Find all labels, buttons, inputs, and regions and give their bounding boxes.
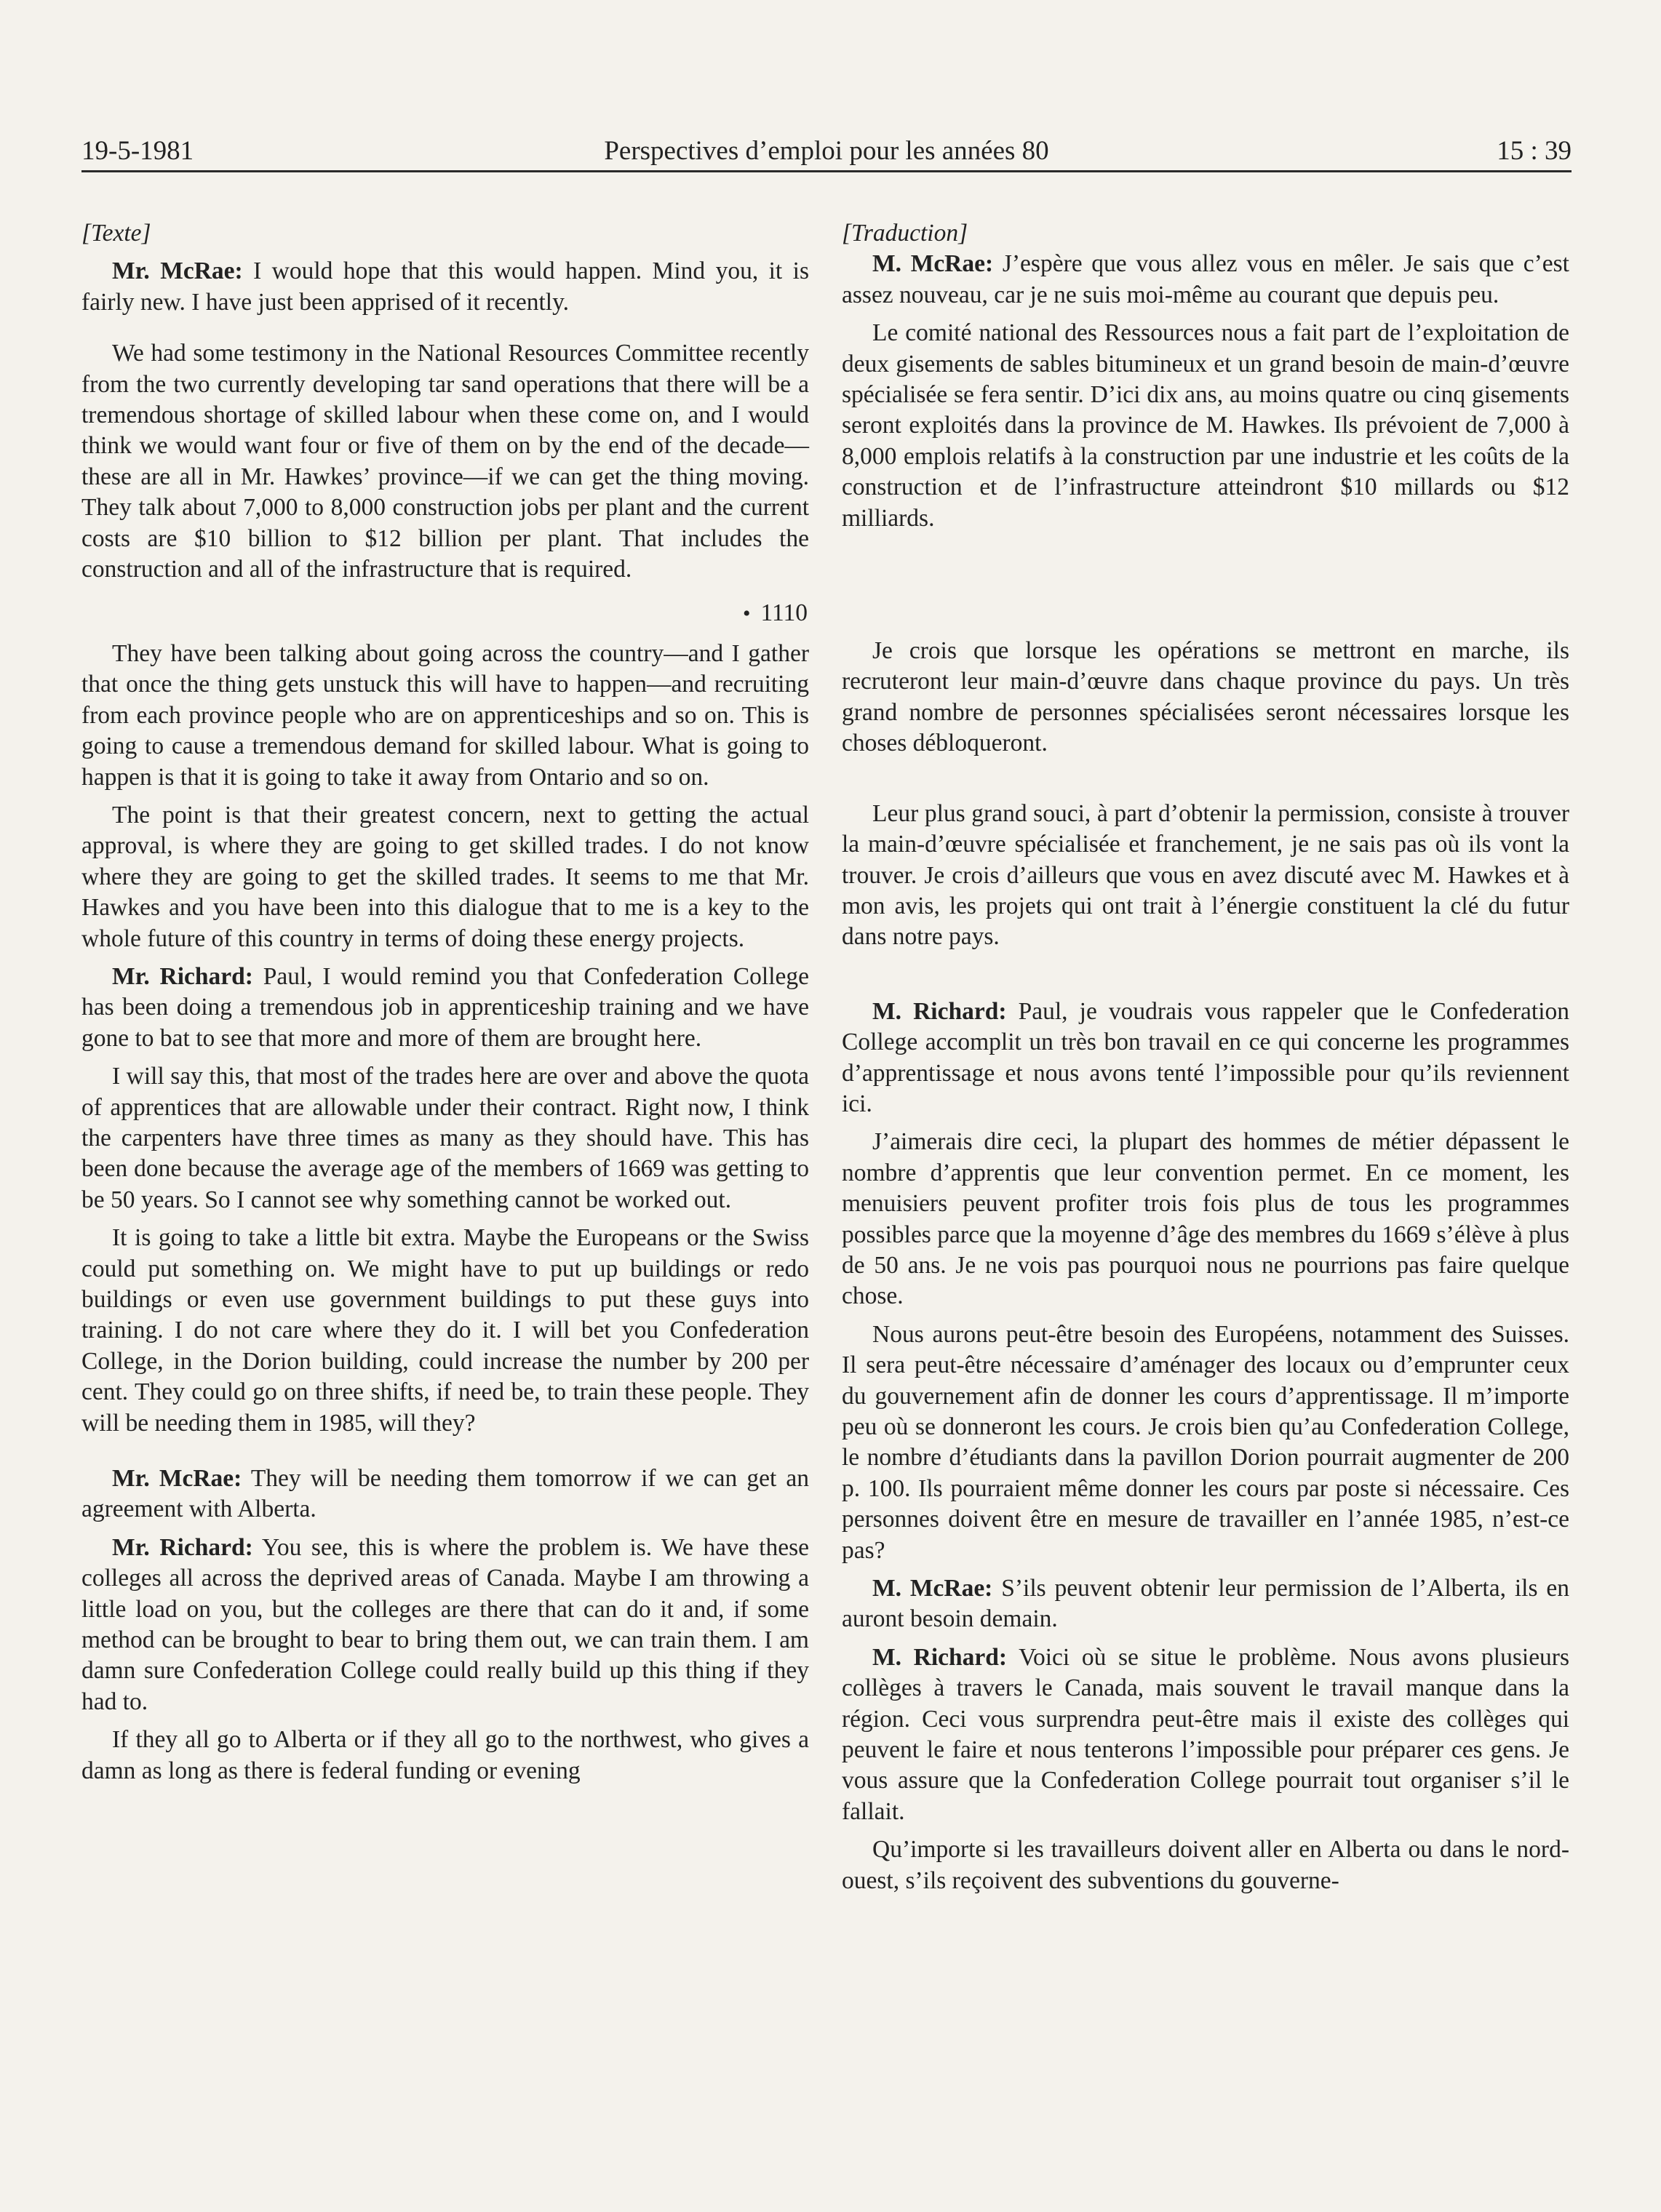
paragraph-text: Qu’importe si les travailleurs doivent aller en Alberta ou dans le nord-ouest, s’ils reçoivent des subventions du gouverne- bbox=[842, 1836, 1569, 1894]
paragraph-text: You see, this is where the problem is. We have these colleges all across the deprived areas of Canada. Maybe I am throwing a little load on you, but the colleges are there that can do it and, if some method can be brought to bear to bring them out, we can train them. I am damn sure Confederation College could really build up this thing if they had to. bbox=[81, 1533, 809, 1715]
paragraph-text: They will be needing them tomorrow if we can get an agreement with Alberta. bbox=[81, 1465, 809, 1523]
paragraph bbox=[842, 1319, 1569, 1566]
paragraph bbox=[81, 1464, 809, 1525]
header-page-number: 15 : 39 bbox=[1497, 136, 1572, 166]
paragraph bbox=[81, 1061, 809, 1215]
paragraph bbox=[81, 1725, 809, 1786]
paragraph bbox=[81, 338, 809, 585]
paragraph bbox=[842, 1127, 1569, 1311]
paragraph bbox=[842, 799, 1569, 953]
page-header bbox=[81, 135, 1572, 167]
paragraph-text: Paul, je voudrais vous rappeler que le Confederation College accomplit un très bon travail en ce qui concerne les programmes d’apprentissage et nous avons tenté l’impossible pour qu’ils reviennent ici. bbox=[842, 997, 1569, 1117]
paragraph bbox=[842, 1642, 1569, 1827]
paragraph bbox=[81, 1223, 809, 1439]
paragraph bbox=[81, 800, 809, 954]
paragraph-text: Le comité national des Ressources nous a fait part de l’exploitation de deux gisements de sables bitumineux et un grand besoin de main-d’œuvre spécialisée se fera sentir. D’ici dix ans, au moins quatre ou cinq gisements seront exploités dans la province de M. Hawkes. Ils prévoient de 7,000 à 8,000 emplois relatifs à la construction par une industrie et les coûts de la construction et de l’infrastructure atteindront $10 millards ou $12 milliards. bbox=[842, 319, 1569, 532]
paragraph bbox=[842, 1573, 1569, 1635]
speaker-name: M. Richard: bbox=[872, 997, 1007, 1025]
speaker-name: Mr. Richard: bbox=[112, 1533, 253, 1561]
paragraph-text: J’espère que vous allez vous en mêler. Je sais que c’est assez nouveau, car je ne suis moi-même au courant que depuis peu. bbox=[842, 250, 1569, 308]
header-rule bbox=[81, 170, 1572, 172]
speaker-name: Mr. McRae: bbox=[112, 1465, 242, 1493]
paragraph-text: I will say this, that most of the trades here are over and above the quota of apprentices that are allowable under their contract. Right now, I think the carpenters have three times as many as they should have. This has been done because the average age of the members of 1669 was getting to be 50 years. So I cannot see why something cannot be worked out. bbox=[81, 1063, 809, 1213]
paragraph-text: I would hope that this would happen. Mind you, it is fairly new. I have just been apprised of it recently. bbox=[81, 257, 809, 316]
paragraph bbox=[842, 997, 1569, 1120]
paragraph bbox=[81, 256, 809, 318]
paragraph-text: S’ils peuvent obtenir leur permission de l’Alberta, ils en auront besoin demain. bbox=[842, 1575, 1569, 1633]
section-label-traduction: [Traduction] bbox=[842, 220, 968, 247]
time-stamp bbox=[81, 598, 809, 629]
paragraph bbox=[842, 636, 1569, 759]
english-column bbox=[81, 218, 809, 1794]
paragraph bbox=[842, 1834, 1569, 1896]
header-date: 19-5-1981 bbox=[81, 136, 194, 166]
paragraph-text: We had some testimony in the National Resources Committee recently from the two currently developing tar sand operations that there will be a tremendous shortage of skilled labour when these come on, and I would think we would want four or five of them on by the end of the decade—these are all in Mr. Hawkes’ province—if we can get the thing moving. They talk about 7,000 to 8,000 construction jobs per plant and the current costs are $10 billion to $12 billion per plant. That includes the construction and all of the infrastructure that is required. bbox=[81, 340, 809, 583]
paragraph bbox=[842, 249, 1569, 311]
paragraph-text: Paul, I would remind you that Confederation College has been doing a tremendous job in apprenticeship training and we have gone to bat to see that more and more of them are brought here. bbox=[81, 962, 809, 1052]
french-column bbox=[842, 218, 1569, 1904]
time-stamp-bullet: • bbox=[742, 602, 751, 626]
paragraph bbox=[81, 962, 809, 1054]
speaker-name: M. Richard: bbox=[872, 1643, 1008, 1671]
section-label-texte: [Texte] bbox=[81, 220, 151, 247]
speaker-name: M. McRae: bbox=[872, 250, 994, 278]
paragraph-text: It is going to take a little bit extra. Maybe the Europeans or the Swiss could put something on. We might have to put up buildings or redo buildings or even use government buildings to put these guys into training. I do not care where they do it. I will bet you Confederation College, in the Dorion building, could increase the number by 200 per cent. They could go on three shifts, if need be, to train these people. They will be needing them in 1985, will they? bbox=[81, 1224, 809, 1437]
paragraph-text: They have been talking about going across the country—and I gather that once the thing gets unstuck this will have to happen—and recruiting from each province people who are on apprenticeships and so on. This is going to cause a tremendous demand for skilled labour. What is going to happen is that it is going to take it away from Ontario and so on. bbox=[81, 639, 809, 791]
paragraph-text: The point is that their greatest concern, next to getting the actual approval, is where they are going to get skilled trades. I do not know where they are going to get the skilled trades. It seems to me that Mr. Hawkes and you have been into this dialogue that to me is a key to the whole future of this country in terms of doing these energy projects. bbox=[81, 801, 809, 952]
paragraph bbox=[81, 639, 809, 793]
paragraph-text: If they all go to Alberta or if they all go to the northwest, who gives a damn as long as there is federal funding or evening bbox=[81, 1726, 809, 1784]
time-stamp-value: 1110 bbox=[760, 599, 808, 627]
speaker-name: M. McRae: bbox=[872, 1575, 993, 1602]
paragraph-text: Je crois que lorsque les opérations se mettront en marche, ils recruteront leur main-d’œuvre dans chaque province du pays. Un très grand nombre de personnes spécialisées seront nécessaires lorsque les choses débloqueront. bbox=[842, 637, 1569, 757]
speaker-name: Mr. McRae: bbox=[112, 257, 243, 285]
speaker-name: Mr. Richard: bbox=[112, 962, 253, 990]
header-title: Perspectives d’emploi pour les années 80 bbox=[604, 136, 1049, 166]
paragraph-text: Nous aurons peut-être besoin des Européens, notamment des Suisses. Il sera peut-être nécessaire d’aménager des locaux ou d’emprunter ceux du gouvernement afin de donner les cours d’apprentissage. Il m’importe peu où se donneront les cours. Je crois bien qu’au Confederation College, le nombre d’étudiants dans la pavillon Dorion pourrait augmenter de 200 p. 100. Ils pourraient même donner les cours par poste si nécessaire. Ces personnes doivent être en mesure de travailler en l’année 1985, n’est-ce pas? bbox=[842, 1320, 1569, 1564]
paragraph-text: Voici où se situe le problème. Nous avons plusieurs collèges à travers le Canada, mais souvent le travail manque dans la région. Ceci vous surprendra peut-être mais il existe des collèges qui peuvent le faire et nous tenterons l’impossible pour préparer ces gens. Je vous assure que la Confederation College pourrait tout organiser s’il le fallait. bbox=[842, 1643, 1569, 1825]
paragraph-text: J’aimerais dire ceci, la plupart des hommes de métier dépassent le nombre d’apprentis que leur convention permet. En ce moment, les menuisiers peuvent profiter trois fois plus de tous les programmes possibles parce que la moyenne d’âge des membres du 1669 s’élève à plus de 50 ans. Je ne vois pas pourquoi nous ne pourrions pas faire quelque chose. bbox=[842, 1128, 1569, 1310]
paragraph-text: Leur plus grand souci, à part d’obtenir la permission, consiste à trouver la main-d’œuvre spécialisée et franchement, je ne sais pas où ils vont la trouver. Je crois d’ailleurs que vous en avez discuté avec M. Hawkes et à mon avis, les projets qui ont trait à l’énergie constituent la clé du futur dans notre pays. bbox=[842, 799, 1569, 951]
paragraph bbox=[842, 318, 1569, 534]
paragraph bbox=[81, 1533, 809, 1717]
